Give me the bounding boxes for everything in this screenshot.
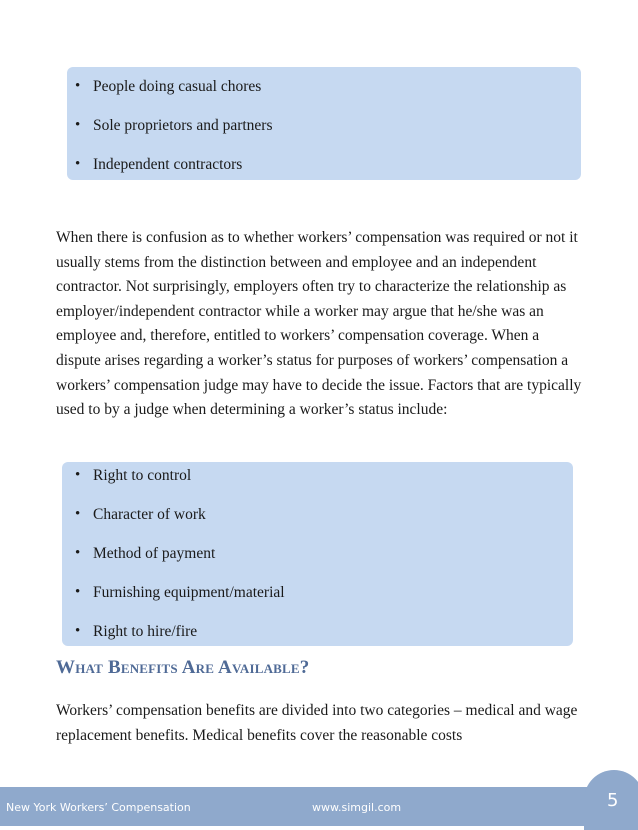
page-number: 5: [607, 790, 619, 811]
list-item: • Independent contractors: [67, 155, 581, 174]
page-footer: [0, 787, 638, 826]
excluded-workers-list-box: [67, 67, 581, 180]
list-item: • Method of payment: [62, 544, 573, 563]
list-item: • Furnishing equipment/material: [62, 583, 573, 602]
status-factors-list: [62, 462, 573, 641]
contractor-distinction-paragraph: When there is confusion as to whether workers’ compensation was required or not it usually stems from the distinction between and employee and an independent contractor. Not surprisingly, employers often try to characterize the relationship as employer/independent contractor while a worker may argue that he/she was an employee and, therefore, entitled to workers’ compensation coverage. When a dispute arises regarding a worker’s status for purposes of workers’ compensation a workers’ compensation judge may have to decide the issue. Factors that are typically used to by a judge when determining a worker’s status include:: [56, 229, 582, 419]
benefits-paragraph: Workers’ compensation benefits are divided into two categories – medical and wage replacement benefits. Medical benefits cover the reasonable costs: [56, 702, 578, 744]
footer-website-link[interactable]: www.simgil.com: [312, 801, 402, 814]
footer-document-title: New York Workers’ Compensation: [6, 801, 191, 814]
list-item: • Character of work: [62, 505, 573, 524]
status-factors-list-box: [62, 462, 573, 646]
page-number-tab: [584, 770, 638, 830]
excluded-workers-list: [67, 67, 581, 174]
list-item: • Sole proprietors and partners: [67, 116, 581, 135]
section-heading: What Benefits Are Available?: [56, 657, 310, 678]
list-item: • Right to control: [62, 466, 573, 485]
list-item: • Right to hire/fire: [62, 622, 573, 641]
list-item: • People doing casual chores: [67, 77, 581, 96]
